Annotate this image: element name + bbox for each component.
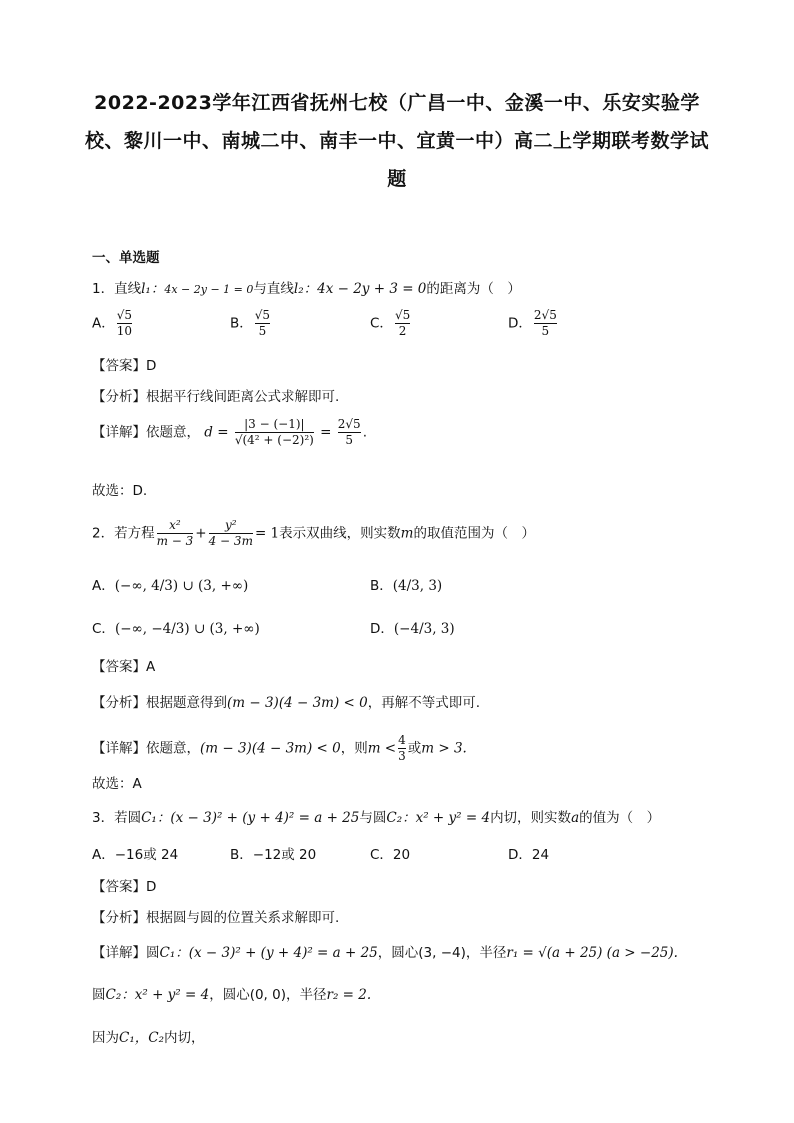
q2-eq: = 1 — [254, 525, 280, 542]
numerator: √5 — [254, 308, 271, 322]
question-1-stem — [92, 277, 521, 297]
q3-detail3-c: C₁，C₂ — [119, 1030, 164, 1046]
q3-analysis: 【分析】根据圆与圆的位置关系求解即可. — [92, 910, 340, 926]
denominator: 5 — [338, 432, 361, 448]
q3-prefix: 3．若圆 — [92, 810, 142, 826]
option-label: B． — [230, 315, 253, 332]
denominator: √(4² + (−2)²) — [234, 433, 314, 447]
q2-fraction-1 — [157, 518, 194, 549]
numerator: √5 — [394, 308, 411, 322]
q2-choose: 故选：A — [92, 776, 142, 792]
q1-option-c — [370, 308, 412, 339]
q2-analysis-expr: (m − 3)(4 − 3m) < 0 — [227, 695, 368, 711]
q3-c1: C₁ — [141, 810, 157, 826]
q3-detail1-center: ，圆心(3, −4)，半径 — [377, 945, 507, 961]
q3-detail3-post: 内切， — [163, 1030, 205, 1046]
q3-option-a: A．−16或 24 — [92, 847, 179, 863]
fraction — [534, 308, 557, 339]
q3-suffix2: 的值为（ ） — [579, 810, 661, 826]
q3-detail3-pre: 因为 — [92, 1030, 119, 1046]
q2-suffix: 表示双曲线，则实数 — [279, 525, 401, 542]
q2-suffix2: 的取值范围为（ ） — [413, 525, 535, 542]
q3-detail1-eq: ：(x − 3)² + (y + 4)² = a + 25 — [175, 945, 378, 961]
numerator: x² — [169, 518, 181, 532]
option-label: D． — [508, 315, 532, 332]
q1-detail-fraction — [235, 417, 314, 448]
denominator: 5 — [255, 323, 270, 339]
q1-option-b — [230, 308, 272, 339]
q2-option-a — [92, 574, 248, 594]
q1-detail-label: 【详解】依题意， — [92, 424, 200, 441]
q2-option-b — [370, 574, 442, 594]
q1-l2-label: l₂： — [293, 281, 318, 297]
option-label: A． — [92, 578, 115, 594]
q2-option-d — [370, 617, 455, 637]
option-label: C． — [92, 621, 115, 637]
q3-detail2-c: C₂ — [105, 987, 122, 1003]
numerator: y² — [224, 518, 237, 532]
numerator: |3 − (−1)| — [244, 417, 305, 431]
q1-l1-equation: 4x − 2y − 1 = 0 — [164, 283, 254, 296]
q3-c2-equation: ：x² + y² = 4 — [402, 810, 491, 826]
q1-option-d — [508, 308, 559, 339]
denominator: 3 — [398, 749, 406, 763]
q2-detail-pre: 【详解】依题意， — [92, 740, 200, 757]
q3-option-c: C．20 — [370, 847, 411, 863]
option-text: (−4/3, 3) — [393, 621, 455, 637]
q3-c1-equation: ：(x − 3)² + (y + 4)² = a + 25 — [156, 810, 360, 826]
q2-prefix: 2．若方程 — [92, 525, 155, 542]
q3-c2: C₂ — [386, 810, 403, 826]
q2-plus: + — [195, 525, 207, 542]
q2-detail-expr: (m − 3)(4 − 3m) < 0 — [200, 740, 341, 757]
q3-detail-3 — [92, 1026, 204, 1046]
q2-fraction-2 — [209, 518, 253, 549]
q2-var: m — [400, 525, 414, 542]
q3-detail-1 — [92, 941, 678, 961]
q1-detail-end: . — [362, 424, 367, 441]
option-label: D． — [370, 621, 394, 637]
q1-l1-label: l₁： — [141, 281, 165, 297]
numerator: √5 — [116, 308, 133, 322]
option-label: C． — [370, 315, 393, 332]
option-label: A． — [92, 315, 115, 332]
q2-detail-or: 或 — [407, 740, 422, 757]
q2-analysis-pre: 【分析】根据题意得到 — [92, 695, 227, 711]
denominator: 4 − 3m — [208, 534, 253, 548]
q2-analysis — [92, 691, 480, 711]
q3-detail1-pre: 【详解】圆 — [92, 945, 160, 961]
numerator: 2√5 — [337, 417, 361, 431]
q2-option-c — [92, 617, 260, 637]
option-text: (−∞, 4/3) ∪ (3, +∞) — [114, 578, 249, 594]
q2-detail-fraction — [398, 733, 406, 764]
option-label: B． — [370, 578, 393, 594]
q1-detail-result — [338, 417, 361, 448]
q1-suffix: 的距离为（ ） — [426, 281, 521, 297]
q1-mid: 与直线 — [253, 281, 294, 297]
q3-answer: 【答案】D — [92, 879, 157, 895]
question-3-stem — [92, 806, 660, 826]
numerator: 4 — [398, 733, 406, 747]
q2-detail-m: m < — [367, 740, 397, 757]
q1-option-a — [92, 308, 134, 339]
q3-mid: 与圆 — [359, 810, 387, 826]
option-text: (4/3, 3) — [392, 578, 443, 594]
question-2-stem — [92, 518, 535, 549]
denominator: 2 — [395, 323, 410, 339]
q1-prefix: 1．直线 — [92, 281, 142, 297]
q1-detail — [92, 417, 367, 448]
q3-detail2-r: r₂ = 2. — [326, 987, 372, 1003]
q1-detail-eq: = — [320, 424, 332, 441]
q2-answer: 【答案】A — [92, 659, 156, 675]
denominator: 10 — [116, 324, 133, 338]
page-title: 2022-2023学年江西省抚州七校（广昌一中、金溪一中、乐安实验学校、黎川一中、南城二中、南丰一中、宜黄一中）高二上学期联考数学试题 — [84, 92, 709, 190]
section-heading: 一、单选题 — [92, 250, 160, 266]
q1-l2-equation: 4x − 2y + 3 = 0 — [317, 281, 427, 297]
q3-detail2-pre: 圆 — [92, 987, 106, 1003]
q3-suffix: 内切，则实数 — [490, 810, 572, 826]
fraction — [117, 308, 132, 339]
q2-detail-mid: ，则 — [340, 740, 368, 757]
q3-detail1-r: r₁ = √(a + 25) (a > −25). — [506, 945, 678, 961]
q3-detail2-center: ，圆心(0, 0)，半径 — [209, 987, 327, 1003]
fraction — [255, 308, 270, 339]
q2-detail — [92, 733, 467, 764]
q1-answer: 【答案】D — [92, 358, 157, 374]
q2-detail-end: m > 3. — [421, 740, 467, 757]
q3-detail2-eq: ：x² + y² = 4 — [121, 987, 210, 1003]
q3-option-b: B．−12或 20 — [230, 847, 317, 863]
q3-var: a — [571, 810, 580, 826]
q3-detail-2 — [92, 983, 371, 1003]
fraction — [395, 308, 410, 339]
q1-analysis: 【分析】根据平行线间距离公式求解即可. — [92, 389, 340, 405]
option-text: (−∞, −4/3) ∪ (3, +∞) — [114, 621, 260, 637]
numerator: 2√5 — [533, 308, 557, 322]
q1-detail-d: d = — [204, 424, 229, 441]
denominator: m − 3 — [156, 534, 194, 548]
q3-option-d: D．24 — [508, 847, 550, 863]
q3-detail1-c: C₁ — [159, 945, 176, 961]
q1-choose: 故选：D. — [92, 483, 148, 499]
denominator: 5 — [534, 323, 557, 339]
q2-analysis-post: ，再解不等式即可. — [367, 695, 481, 711]
